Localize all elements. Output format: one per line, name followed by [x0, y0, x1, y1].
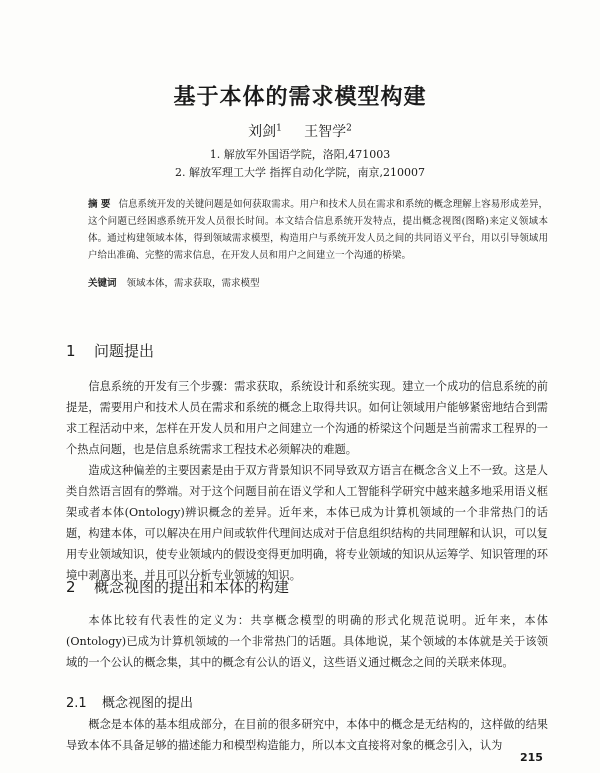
subsection-2-1-heading — [66, 692, 193, 711]
section-1-title: 问题提出 — [94, 342, 155, 360]
abstract-text: 信息系统开发的关键问题是如何获取需求。用户和技术人员在需求和系统的概念理解上容易形成差异，这个问题已经困惑系统开发人员很长时间。本文结合信息系统开发特点，提出概念视图(图略)来定义领域本体。通过构建领域本体，得到领域需求模型，构造用户与系统开发人员之间的共同语义平台，用以引导领域用户给出准确、完整的需求信息，在开发人员和用户之间建立一个沟通的桥梁。 — [88, 199, 548, 261]
subsection-2-1-paragraph-1: 概念是本体的基本组成部分，在目前的很多研究中，本体中的概念是无结构的，这样做的结果导致本体不具备足够的描述能力和模型构造能力，所以本文直接将对象的概念引入，认为 — [66, 718, 548, 752]
paper-title: 基于本体的需求模型构建 — [173, 85, 427, 110]
section-1-paragraph-1: 信息系统的开发有三个步骤：需求获取，系统设计和系统实现。建立一个成功的信息系统的前提是，需要用户和技术人员在需求和系统的概念上取得共识。如何让领域用户能够紧密地结合到需求工程活动中来，怎样在开发人员和用户之间建立一个沟通的桥梁这个问题是当前需求工程界的一个热点问题，也是信息系统需求工程技术必须解决的难题。 — [66, 380, 548, 456]
section-1-number: 1 — [66, 342, 76, 360]
abstract-label: 摘 要 — [88, 199, 111, 210]
section-1-heading — [66, 340, 154, 361]
author-1: 刘剑 — [248, 124, 277, 140]
keywords-label: 关键词 — [88, 278, 117, 289]
page-number: 215 — [520, 751, 543, 764]
keywords — [88, 275, 548, 289]
section-1-paragraph-2: 造成这种偏差的主要因素是由于双方背景知识不同导致双方语言在概念含义上不一致。这是人类自然语言固有的弊端。对于这个问题目前在语义学和人工智能科学研究中越来越多地采用语义框架或者本体(Ontology)辨识概念的差异。近年来，本体已成为计算机领域的一个非常热门的话题，构建本体，可以解决在用户间或软件代理间达成对于信息组织结构的共同理解和认识，可以复用专业领域知识，使专业领域内的假设变得更加明确，将专业领域的知识从运筹学、知识管理的环境中剥离出来，并且可以分析专业领域的知识。 — [66, 464, 548, 582]
keywords-text: 领域本体，需求获取，需求模型 — [126, 278, 260, 289]
section-2-title: 概念视图的提出和本体的构建 — [94, 578, 290, 596]
section-2-paragraph-1: 本体比较有代表性的定义为：共享概念模型的明确的形式化规范说明。近年来，本体(Ontology)已成为计算机领域的一个非常热门的话题。具体地说，某个领域的本体就是关于该领域的一个公认的概念集，其中的概念有公认的语义，这些语义通过概念之间的关联来体现。 — [66, 614, 548, 669]
author-2-sup: 2 — [346, 123, 352, 134]
affiliation-1: 1. 解放军外国语学院，洛阳,471003 — [209, 148, 391, 161]
section-2-heading — [66, 576, 289, 597]
section-2-number: 2 — [66, 578, 76, 596]
subsection-2-1-number: 2.1 — [66, 696, 87, 711]
subsection-2-1-title: 概念视图的提出 — [102, 696, 194, 711]
affiliation-2: 2. 解放军理工大学 指挥自动化学院，南京,210007 — [175, 166, 425, 179]
author-line — [0, 121, 600, 141]
author-2: 王智学 — [304, 124, 347, 140]
abstract — [88, 196, 548, 264]
author-1-sup: 1 — [276, 123, 282, 134]
